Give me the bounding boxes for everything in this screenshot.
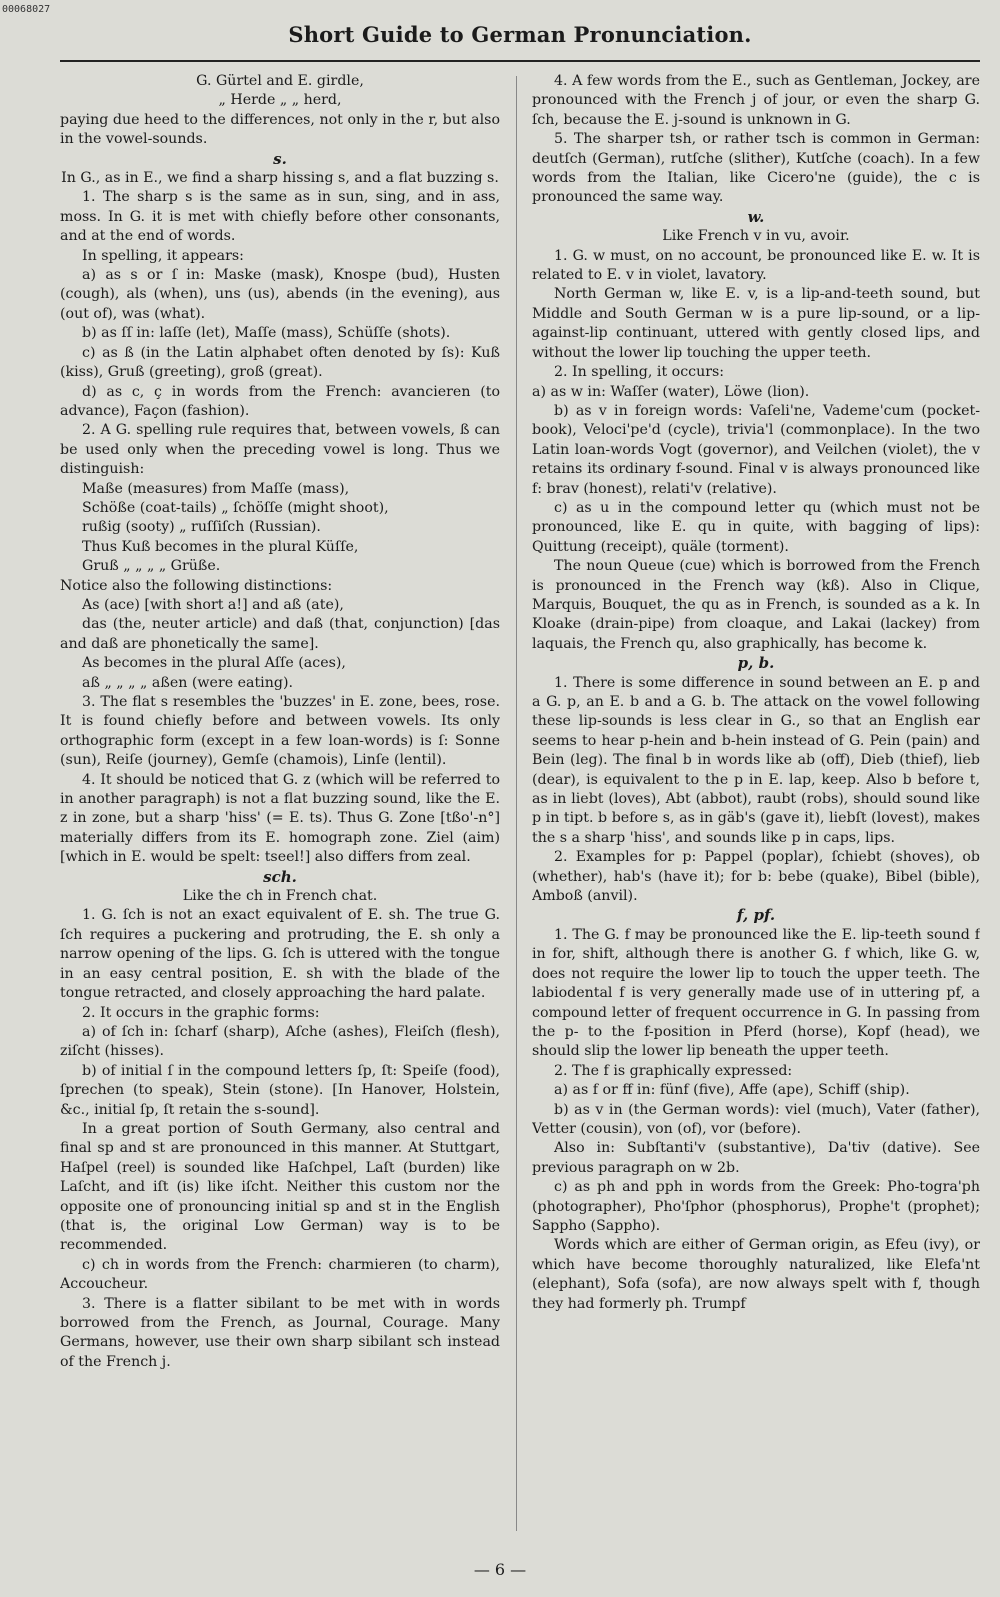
paragraph: Thus Kuß becomes in the plural Küſſe, [82, 538, 359, 555]
centered-line: Like the ch in French chat. [182, 888, 378, 905]
paragraph: Gruß „ „ „ „ Grüße. [82, 558, 221, 575]
column-rule [516, 76, 517, 1531]
page-id: 00068027 [2, 4, 51, 15]
paragraph: d) as c, ç in words from the French: avancieren (to advance), Façon (fashion). [60, 383, 500, 419]
right-column [532, 72, 980, 1542]
paragraph: Maße (measures) from Maſſe (mass), [82, 480, 350, 497]
paragraph: 1. There is some difference in sound between an E. p and a G. p, an E. b and a G. b. The attack on the vowel following these lip-sounds is less clear in G., so that an English ear seems to hear p-hein and b-hein instead of G. Pein (pain) and Bein (leg). The final b in words like ab (off), Dieb (thief), lieb (dear), is equivalent to the p in E. lap, keep. Also b before t, as in liebt (loves), Abt (abbot), raubt (robs), should sound like p in tipt. b before s, as in gäb's (gave it), liebſt (lovest), makes the s a sharp 'hiss', and sounds like p in caps, lips. [532, 674, 980, 846]
paragraph: a) of ſch in: ſcharf (sharp), Aſche (ashes), Fleiſch (flesh), ziſcht (hisses). [60, 1023, 500, 1060]
centered-line: Like French v in vu, avoir. [662, 228, 850, 245]
paragraph: As becomes in the plural Aſſe (aces), [82, 655, 346, 672]
paragraph: c) ch in words from the French: charmieren (to charm), Accoucheur. [60, 1256, 500, 1293]
paragraph: b) as v in (the German words): viel (much), Vater (father), Vetter (cousin), von (of), vor (before). [532, 1101, 980, 1137]
paragraph: 2. In spelling, it occurs: [554, 364, 725, 381]
paragraph: 2. It occurs in the graphic forms: [82, 1004, 320, 1021]
paragraph: aß „ „ „ „ aßen (were eating). [82, 674, 293, 691]
paragraph: das (the, neuter article) and daß (that, conjunction) [das and daß are phonetically the same]. [60, 616, 500, 652]
paragraph: c) as ß (in the Latin alphabet often denoted by ſs): Kuß (kiss), Gruß (greeting), groß (great). [60, 344, 500, 381]
paragraph: 3. There is a flatter sibilant to be met with in words borrowed from the French, as Journal, Courage. Many Germans, however, use their own sharp sibilant sch instead of the French j. [60, 1295, 500, 1370]
section-heading: w. [747, 207, 765, 226]
paragraph: North German w, like E. v, is a lip-and-teeth sound, but Middle and South German w is a pure lip-sound, or a lip-against-lip continuant, uttered with gently closed lips, and without the lower lip touching the upper teeth. [532, 286, 980, 361]
paragraph: a) as w in: Waſſer (water), Löwe (lion). [532, 383, 810, 400]
paragraph: 3. The flat s resembles the 'buzzes' in E. zone, bees, rose. It is found chiefly before and between vowels. Its only orthographic form (except in a few loan-words) is ſ: Sonne (sun), Reiſe (journey), Gemſe (chamois), Linſe (lentil). [60, 694, 500, 769]
paragraph: In a great portion of South Germany, also central and final sp and st are pronounced in this manner. At Stuttgart, Haſpel (reel) is sounded like Haſchpel, Laſt (burden) like Laſcht, and iſt (is) like iſcht. Neither this custom nor the opposite one of pronouncing initial sp and st in the English (that is, the original Low German) way is to be recommended. [60, 1120, 500, 1254]
paragraph: 1. G. ſch is not an exact equivalent of E. sh. The true G. ſch requires a puckering and protruding, the E. sh only a narrow opening of the lips. G. ſch is uttered with the tongue in an easy central position, E. sh with the blade of the tongue retracted, and closely approaching the hard palate. [60, 907, 500, 1002]
section-heading: s. [273, 149, 287, 168]
section-heading: p, b. [737, 654, 775, 673]
paragraph: Notice also the following distinctions: [60, 577, 333, 594]
paragraph: 2. The f is graphically expressed: [554, 1062, 793, 1079]
paragraph: 4. It should be noticed that G. z (which will be referred to in another paragraph) is not a flat buzzing sound, like the E. z in zone, but a sharp 'hiss' (= E. ts). Thus G. Zone [tßo'-n°] materially differs from its E. homograph zone. Ziel (aim) [which in E. would be spelt: tseel!] also differs from zeal. [60, 771, 500, 866]
paragraph: b) of initial ſ in the compound letters ſp, ſt: Speiſe (food), ſprechen (to speak), Stein (stone). [In Hanover, Holstein, &c., initial ſp, ſt retain the s-sound]. [60, 1062, 500, 1118]
paragraph: 1. The G. f may be pronounced like the E. lip-teeth sound f in for, shift, although there is another G. f which, like G. w, does not require the lower lip to touch the upper teeth. The labiodental f is very generally made use of in uttering pf, a compound letter of frequent occurrence in G. In passing from the p- to the f-position in Pferd (horse), Kopf (head), we should slip the lower lip beneath the upper teeth. [532, 926, 980, 1060]
paragraph: Also in: Subſtanti'v (substantive), Da'tiv (dative). See previous paragraph on w 2b. [532, 1140, 980, 1176]
paragraph: Words which are either of German origin, as Efeu (ivy), or which have become thoroughly naturalized, like Elefa'nt (elephant), Sofa (sofa), are now always spelt with f, though they had formerly ph. Trumpf [532, 1237, 980, 1312]
paragraph: c) as ph and pph in words from the Greek: Pho-togra'ph (photographer), Pho'ſphor (phosphorus), Prophe't (prophet); Sappho (Sappho). [532, 1179, 980, 1234]
section-heading: sch. [263, 867, 297, 886]
paragraph: paying due heed to the differences, not only in the r, but also in the vowel-sounds. [60, 111, 500, 148]
section-heading: f, pf. [736, 906, 776, 925]
paragraph: 1. The sharp s is the same as in sun, sing, and in ass, moss. In G. it is met with chiefly before other consonants, and at the end of words. [60, 189, 500, 245]
paragraph: a) as s or ſ in: Maske (mask), Knospe (bud), Husten (cough), als (when), uns (us), abends (in the evening), aus (out of), was (what). [60, 267, 500, 322]
paragraph: b) as v in foreign words: Vaſeli'ne, Vademe'cum (pocket-book), Veloci'pe'd (cycle), trivia'l (commonplace). In the two Latin loan-words Vogt (governor), and Veilchen (violet), the v retains its ordinary f-sound. Final v is always pronounced like f: brav (honest), relati'v (relative). [532, 402, 980, 497]
paragraph: 1. G. w must, on no account, be pronounced like E. w. It is related to E. v in violet, lavatory. [532, 247, 980, 284]
page-number: — 6 — [473, 1560, 527, 1579]
paragraph: b) as ſſ in: laſſe (let), Maſſe (mass), Schüſſe (shots). [82, 325, 451, 342]
paragraph: 2. Examples for p: Pappel (poplar), ſchiebt (shoves), ob (whether), hab's (have it); for b: bebe (quake), Bibel (bible), Amboß (anvil). [532, 849, 980, 905]
paragraph: As (ace) [with short a!] and aß (ate), [82, 596, 344, 613]
paragraph: In spelling, it appears: [82, 247, 244, 264]
page-header [60, 18, 980, 62]
paragraph: c) as u in the compound letter qu (which must not be pronounced, like E. qu in quite, with bagging of lips): Quittung (receipt), quäle (torment). [532, 499, 980, 555]
left-column [60, 72, 500, 1542]
centered-line: „ Herde „ „ herd, [218, 92, 342, 109]
paragraph: Schöße (coat-tails) „ ſchöſſe (might shoot), [82, 499, 389, 516]
page-title: Short Guide to German Pronunciation. [288, 22, 752, 47]
centered-line: In G., as in E., we find a sharp hissing s, and a flat buzzing s. [61, 170, 499, 187]
paragraph: The noun Queue (cue) which is borrowed from the French is pronounced in the French way (kß). Also in Clique, Marquis, Bouquet, the qu as in French, is sounded as a k. In Kloake (drain-pipe) from cloaque, and Lakai (lackey) from laquais, the French qu, also graphically, has become k. [532, 558, 980, 652]
paragraph: a) as f or ff in: fünf (five), Affe (ape), Schiff (ship). [554, 1082, 910, 1099]
paragraph: 2. A G. spelling rule requires that, between vowels, ß can be used only when the preceding vowel is long. Thus we distinguish: [60, 422, 500, 478]
centered-line: G. Gürtel and E. girdle, [196, 73, 364, 89]
paragraph: rußig (sooty) „ ruſſiſch (Russian). [82, 519, 321, 536]
paragraph: 5. The sharper tsh, or rather tsch is common in German: deutſch (German), rutſche (slither), Kutſche (coach). In a few words from the Italian, like Cicero'ne (guide), the c is pronounced the same way. [532, 131, 980, 206]
paragraph: 4. A few words from the E., such as Gentleman, Jockey, are pronounced with the French j of jour, or even the sharp G. ſch, because the E. j-sound is unknown in G. [532, 73, 980, 128]
